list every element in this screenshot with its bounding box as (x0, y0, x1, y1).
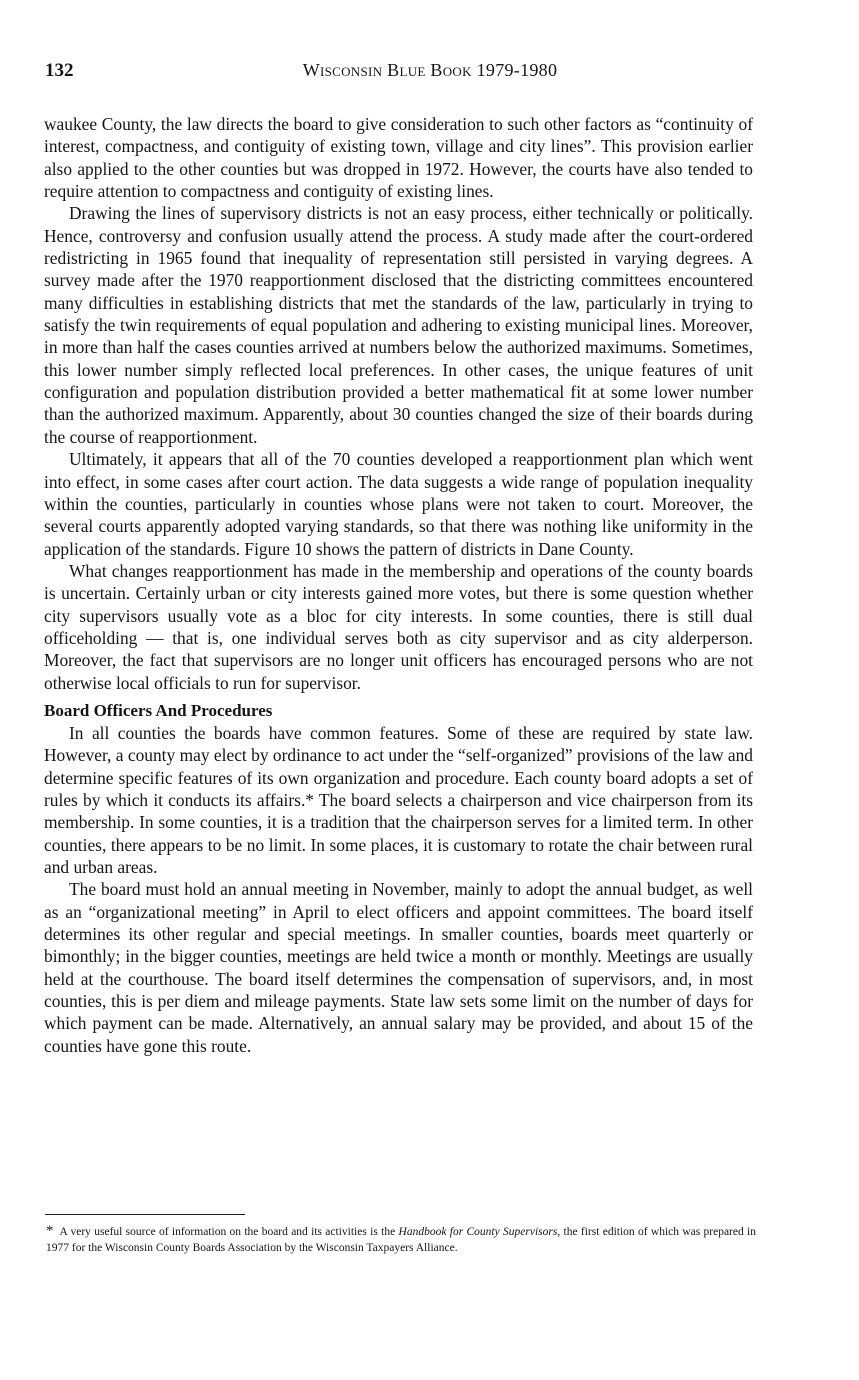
section-heading: Board Officers And Procedures (44, 700, 273, 720)
footnote-rule (45, 1214, 245, 1215)
footnote-marker: * (46, 1223, 54, 1239)
footnote-text-before: A very useful source of information on the board and its activities is the (59, 1226, 399, 1238)
page-header (45, 60, 815, 86)
footnote-book-title: Handbook for County Supervisors (398, 1226, 558, 1238)
paragraph-5: In all counties the boards have common features. Some of these are required by state law. However, a county may elect by ordinance to act under the “self-organized” provisions of the law and determine specific features of its own organization and procedure. Each county board adopts a set of rules by which it conducts its affairs.* The board selects a chairperson and vice chairperson from its membership. In some counties, it is a tradition that the chairperson serves for a limited term. In other counties, there appears to be no limit. In some places, it is customary to rotate the chair between rural and urban areas. (44, 722, 753, 877)
paragraph-3: Ultimately, it appears that all of the 70 counties developed a reapportionment plan which went into effect, in some cases after court action. The data suggests a wide range of population inequality within the counties, particularly in counties whose plans were not taken to court. Moreover, the several courts apparently adopted varying standards, so that there was nothing like uniformity in the application of the standards. Figure 10 shows the pattern of districts in Dane County. (44, 449, 753, 559)
footnote-text-after: , the first edition of which was prepared in 1977 for the Wisconsin County Boards Association by the Wisconsin Taxpayers Alliance. (46, 1226, 757, 1254)
paragraph-1: waukee County, the law directs the board to give consideration to such other factors as “continuity of interest, compactness, and contiguity of existing town, village and city lines”. This provision earlier also applied to the other counties but was dropped in 1972. However, the courts have also tended to require attention to compactness and contiguity of existing lines. (44, 114, 753, 202)
paragraph-2: Drawing the lines of supervisory districts is not an easy process, either technically or politically. Hence, controversy and confusion usually attend the process. A study made after the court-ordered redistricting in 1965 found that inequality of representation still persisted in varying degrees. A survey made after the 1970 reapportionment disclosed that the districting committees encountered many difficulties in establishing districts that met the standards of the law, particularly in trying to satisfy the twin requirements of equal population and adhering to existing municipal lines. Moreover, in more than half the cases counties arrived at numbers below the authorized maximums. Sometimes, this lower number simply reflected local preferences. In other cases, the unique features of unit configuration and population distribution provided a better mathematical fit at some lower number than the authorized maximum. Apparently, about 30 counties changed the size of their boards during the course of reapportionment. (44, 203, 753, 447)
page-number: 132 (45, 60, 74, 81)
paragraph-6: The board must hold an annual meeting in November, mainly to adopt the annual budget, as well as an “organizational meeting” in April to elect officers and appoint committees. The board itself determines its other regular and special meetings. In smaller counties, boards meet quarterly or bimonthly; in the bigger counties, meetings are held twice a month or monthly. Meetings are usually held at the courthouse. The board itself determines the compensation of supervisors, and, in most counties, this is per diem and mileage payments. State law sets some limit on the number of days for which payment can be made. Alternatively, an annual salary may be provided, and about 15 of the counties have gone this route. (44, 879, 753, 1056)
running-title: Wisconsin Blue Book 1979-1980 (302, 60, 558, 80)
paragraph-4: What changes reapportionment has made in the membership and operations of the county boards is uncertain. Certainly urban or city interests gained more votes, but there is some question whether city supervisors usually vote as a bloc for city interests. In some counties, there is still dual officeholding — that is, one individual serves both as city supervisor and as city alderperson. Moreover, the fact that supervisors are no longer unit officers has encouraged persons who are not otherwise local officials to run for supervisor. (44, 560, 753, 693)
body-text (44, 113, 753, 1057)
footnote (46, 1223, 756, 1256)
